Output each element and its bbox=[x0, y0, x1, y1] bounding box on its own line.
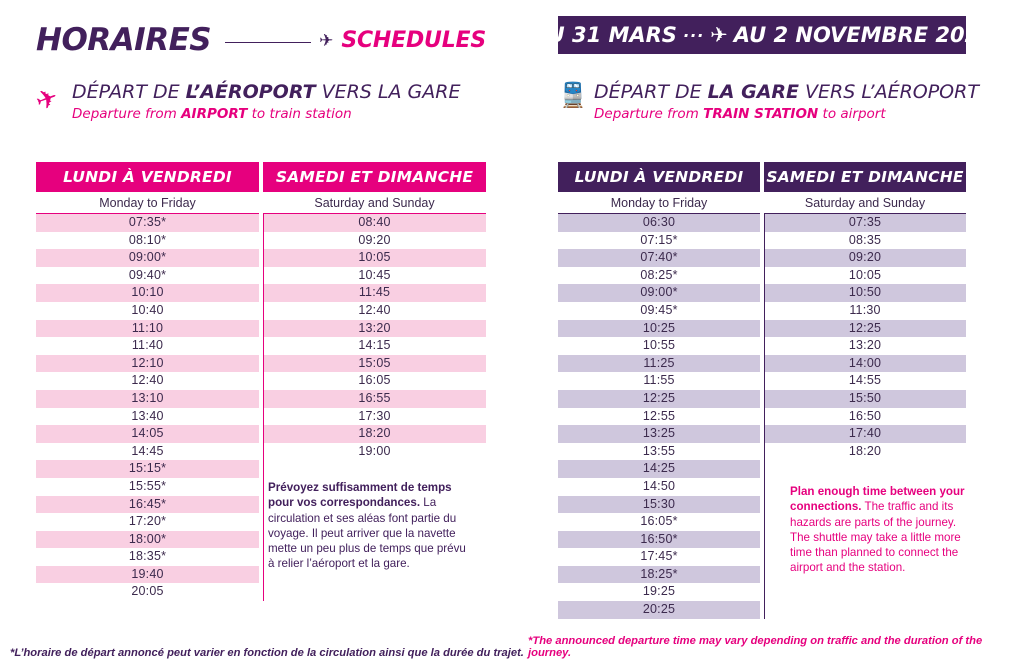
footnote-right: *The announced departure time may vary depending on traffic and the duration of the journey. bbox=[528, 635, 983, 659]
schedule-time-cell: 13:20 bbox=[848, 338, 882, 353]
subheading-fr-left bbox=[72, 82, 460, 104]
schedule-time-cell: 13:55 bbox=[642, 443, 676, 458]
table-column-weekday-right bbox=[558, 214, 760, 619]
dots-separator: ··· bbox=[682, 25, 705, 45]
schedule-time-cell: 16:50 bbox=[848, 408, 882, 423]
train-icon: 🚆 bbox=[558, 82, 588, 109]
schedule-time-cell: 17:45* bbox=[640, 549, 678, 564]
subheading-en-left-part1: Departure from bbox=[72, 105, 182, 122]
schedule-time-cell: 11:55 bbox=[643, 373, 675, 388]
subheading-airport-to-station bbox=[31, 81, 461, 122]
table-header-row-left bbox=[36, 162, 486, 192]
subheading-fr-right bbox=[594, 82, 979, 104]
subheading-fr-left-part1: DÉPART DE bbox=[72, 81, 186, 103]
table-header-weekend-left: SAMEDI ET DIMANCHE bbox=[263, 162, 486, 192]
subheading-en-left-part3: to train station bbox=[247, 105, 352, 122]
table-subheader-weekday-right: Monday to Friday bbox=[558, 192, 760, 214]
note-left bbox=[268, 480, 468, 572]
schedule-time-cell: 09:00* bbox=[36, 249, 259, 267]
schedule-time-cell: 14:15 bbox=[358, 338, 391, 353]
header-left bbox=[36, 18, 486, 62]
schedule-time-cell: 09:20 bbox=[358, 232, 391, 247]
date-range-start: DU 31 MARS bbox=[530, 23, 677, 47]
schedule-time-cell: 15:15* bbox=[36, 460, 259, 478]
schedule-time-cell: 15:05 bbox=[263, 355, 486, 373]
table-header-row-right bbox=[558, 162, 966, 192]
schedule-time-cell: 14:50 bbox=[642, 478, 676, 493]
schedule-time-cell: 15:50 bbox=[764, 390, 966, 408]
schedule-time-cell: 20:05 bbox=[131, 584, 164, 599]
date-range-banner bbox=[530, 16, 994, 54]
note-right-body: The traffic and its hazards are parts of the journey. The shuttle may take a little more time than planned to connect the airport and the station. bbox=[790, 500, 961, 575]
schedule-time-cell: 18:25* bbox=[558, 566, 760, 584]
schedule-time-cell: 14:45 bbox=[131, 443, 164, 458]
schedule-time-cell: 18:20 bbox=[848, 443, 882, 458]
date-range-end: AU 2 NOVEMBRE 2025 bbox=[733, 23, 994, 47]
schedule-time-cell: 07:15* bbox=[640, 232, 678, 247]
schedule-time-cell: 17:30 bbox=[358, 408, 391, 423]
schedule-time-cell: 10:50 bbox=[764, 284, 966, 302]
schedule-time-cell: 09:45* bbox=[640, 302, 678, 317]
subheading-fr-left-part3: VERS LA GARE bbox=[315, 81, 461, 103]
subheading-fr-right-part3: VERS L’AÉROPORT bbox=[799, 81, 979, 103]
date-range-text bbox=[530, 23, 994, 47]
schedule-time-cell: 17:40 bbox=[764, 425, 966, 443]
schedule-time-cell: 11:25 bbox=[558, 355, 760, 373]
schedule-time-cell: 12:25 bbox=[558, 390, 760, 408]
column-divider-right bbox=[764, 214, 765, 619]
subheading-en-right-part2: TRAIN STATION bbox=[703, 105, 819, 122]
schedule-time-cell: 11:45 bbox=[263, 284, 486, 302]
table-subheader-row-right bbox=[558, 192, 966, 214]
note-left-body: La circulation et ses aléas font partie du voyage. Il peut arriver que la navette mette un peu plus de temps que prévu à relier l’aéroport et la gare. bbox=[268, 496, 466, 571]
table-subheader-row-left bbox=[36, 192, 486, 214]
schedule-time-cell: 20:25 bbox=[558, 601, 760, 619]
schedule-time-cell: 12:25 bbox=[764, 320, 966, 338]
schedule-time-cell: 13:40 bbox=[131, 408, 164, 423]
schedule-time-cell: 16:55 bbox=[263, 390, 486, 408]
schedule-time-cell: 08:25* bbox=[640, 267, 678, 282]
subheading-en-right bbox=[594, 107, 979, 123]
page-title-en: SCHEDULES bbox=[341, 27, 486, 53]
schedule-time-cell: 14:05 bbox=[36, 425, 259, 443]
schedule-time-cell: 07:40* bbox=[558, 249, 760, 267]
table-header-weekday-right: LUNDI À VENDREDI bbox=[558, 162, 760, 192]
header-divider-line bbox=[225, 42, 311, 43]
schedule-time-cell: 15:30 bbox=[558, 496, 760, 514]
plane-icon: ✈ bbox=[319, 31, 334, 50]
icon-container-right bbox=[558, 82, 594, 108]
plane-icon-banner: ✈ bbox=[710, 23, 728, 47]
schedule-time-cell: 10:05 bbox=[263, 249, 486, 267]
schedule-time-cell: 12:40 bbox=[358, 302, 391, 317]
note-left-title: Prévoyez suffisamment de temps pour vos correspondances. bbox=[268, 481, 452, 510]
schedule-time-cell: 08:35 bbox=[848, 232, 882, 247]
schedule-time-cell: 14:25 bbox=[558, 460, 760, 478]
table-subheader-weekend-left: Saturday and Sunday bbox=[263, 192, 486, 214]
subheading-en-left bbox=[72, 107, 460, 123]
schedule-time-cell: 12:40 bbox=[131, 373, 164, 388]
plane-icon-pink: ✈ bbox=[31, 81, 63, 117]
schedule-time-cell: 18:35* bbox=[128, 549, 167, 564]
schedule-time-cell: 19:25 bbox=[642, 584, 676, 599]
schedule-time-cell: 12:55 bbox=[642, 408, 676, 423]
subheading-texts-left bbox=[72, 82, 460, 122]
schedule-time-cell: 19:40 bbox=[36, 566, 259, 584]
schedule-time-cell: 16:05 bbox=[358, 373, 391, 388]
schedule-time-cell: 13:25 bbox=[558, 425, 760, 443]
subheading-texts-right bbox=[594, 82, 979, 122]
schedule-time-cell: 15:55* bbox=[128, 478, 167, 493]
schedule-time-cell: 10:40 bbox=[131, 302, 164, 317]
schedule-time-cell: 06:30 bbox=[558, 214, 760, 232]
schedule-time-cell: 18:00* bbox=[36, 531, 259, 549]
page-title-fr: HORAIRES bbox=[36, 21, 212, 58]
table-header-weekday-left: LUNDI À VENDREDI bbox=[36, 162, 259, 192]
schedule-time-cell: 16:45* bbox=[36, 496, 259, 514]
schedule-time-cell: 11:10 bbox=[36, 320, 259, 338]
subheading-station-to-airport bbox=[558, 82, 979, 122]
subheading-en-right-part3: to airport bbox=[818, 105, 886, 122]
table-subheader-weekend-right: Saturday and Sunday bbox=[764, 192, 966, 214]
schedule-time-cell: 13:10 bbox=[36, 390, 259, 408]
table-header-weekend-right: SAMEDI ET DIMANCHE bbox=[764, 162, 966, 192]
note-right-title: Plan enough time between your connections. bbox=[790, 485, 965, 514]
schedule-time-cell: 12:10 bbox=[36, 355, 259, 373]
schedule-time-cell: 16:50* bbox=[558, 531, 760, 549]
table-subheader-weekday-left: Monday to Friday bbox=[36, 192, 259, 214]
schedule-time-cell: 10:45 bbox=[358, 267, 391, 282]
schedule-time-cell: 07:35 bbox=[764, 214, 966, 232]
schedule-time-cell: 10:55 bbox=[642, 338, 676, 353]
schedule-time-cell: 09:40* bbox=[128, 267, 167, 282]
schedule-time-cell: 07:35* bbox=[36, 214, 259, 232]
schedule-time-cell: 10:10 bbox=[36, 284, 259, 302]
subheading-fr-right-part2: LA GARE bbox=[707, 81, 800, 103]
schedule-time-cell: 11:30 bbox=[849, 302, 881, 317]
schedule-time-cell: 10:25 bbox=[558, 320, 760, 338]
note-right bbox=[790, 484, 976, 576]
schedule-time-cell: 10:05 bbox=[848, 267, 882, 282]
schedule-time-cell: 11:40 bbox=[131, 338, 164, 353]
schedule-time-cell: 14:55 bbox=[848, 373, 882, 388]
subheading-fr-left-part2: L’AÉROPORT bbox=[185, 81, 316, 103]
column-divider-left bbox=[263, 214, 264, 601]
schedule-time-cell: 17:20* bbox=[128, 514, 167, 529]
footnote-left: *L’horaire de départ annoncé peut varier en fonction de la circulation ainsi que la durée du trajet. bbox=[10, 647, 524, 659]
table-column-weekday-left bbox=[36, 214, 259, 601]
subheading-en-right-part1: Departure from bbox=[594, 105, 704, 122]
schedule-time-cell: 09:00* bbox=[558, 284, 760, 302]
schedule-time-cell: 09:20 bbox=[764, 249, 966, 267]
schedule-time-cell: 13:20 bbox=[263, 320, 486, 338]
schedule-time-cell: 19:00 bbox=[358, 443, 391, 458]
subheading-fr-right-part1: DÉPART DE bbox=[594, 81, 708, 103]
icon-container-left bbox=[31, 81, 72, 117]
schedule-time-cell: 16:05* bbox=[640, 514, 678, 529]
subheading-en-left-part2: AIRPORT bbox=[181, 105, 248, 122]
schedule-time-cell: 08:10* bbox=[128, 232, 167, 247]
schedule-time-cell: 08:40 bbox=[263, 214, 486, 232]
schedule-time-cell: 18:20 bbox=[263, 425, 486, 443]
schedule-time-cell: 14:00 bbox=[764, 355, 966, 373]
